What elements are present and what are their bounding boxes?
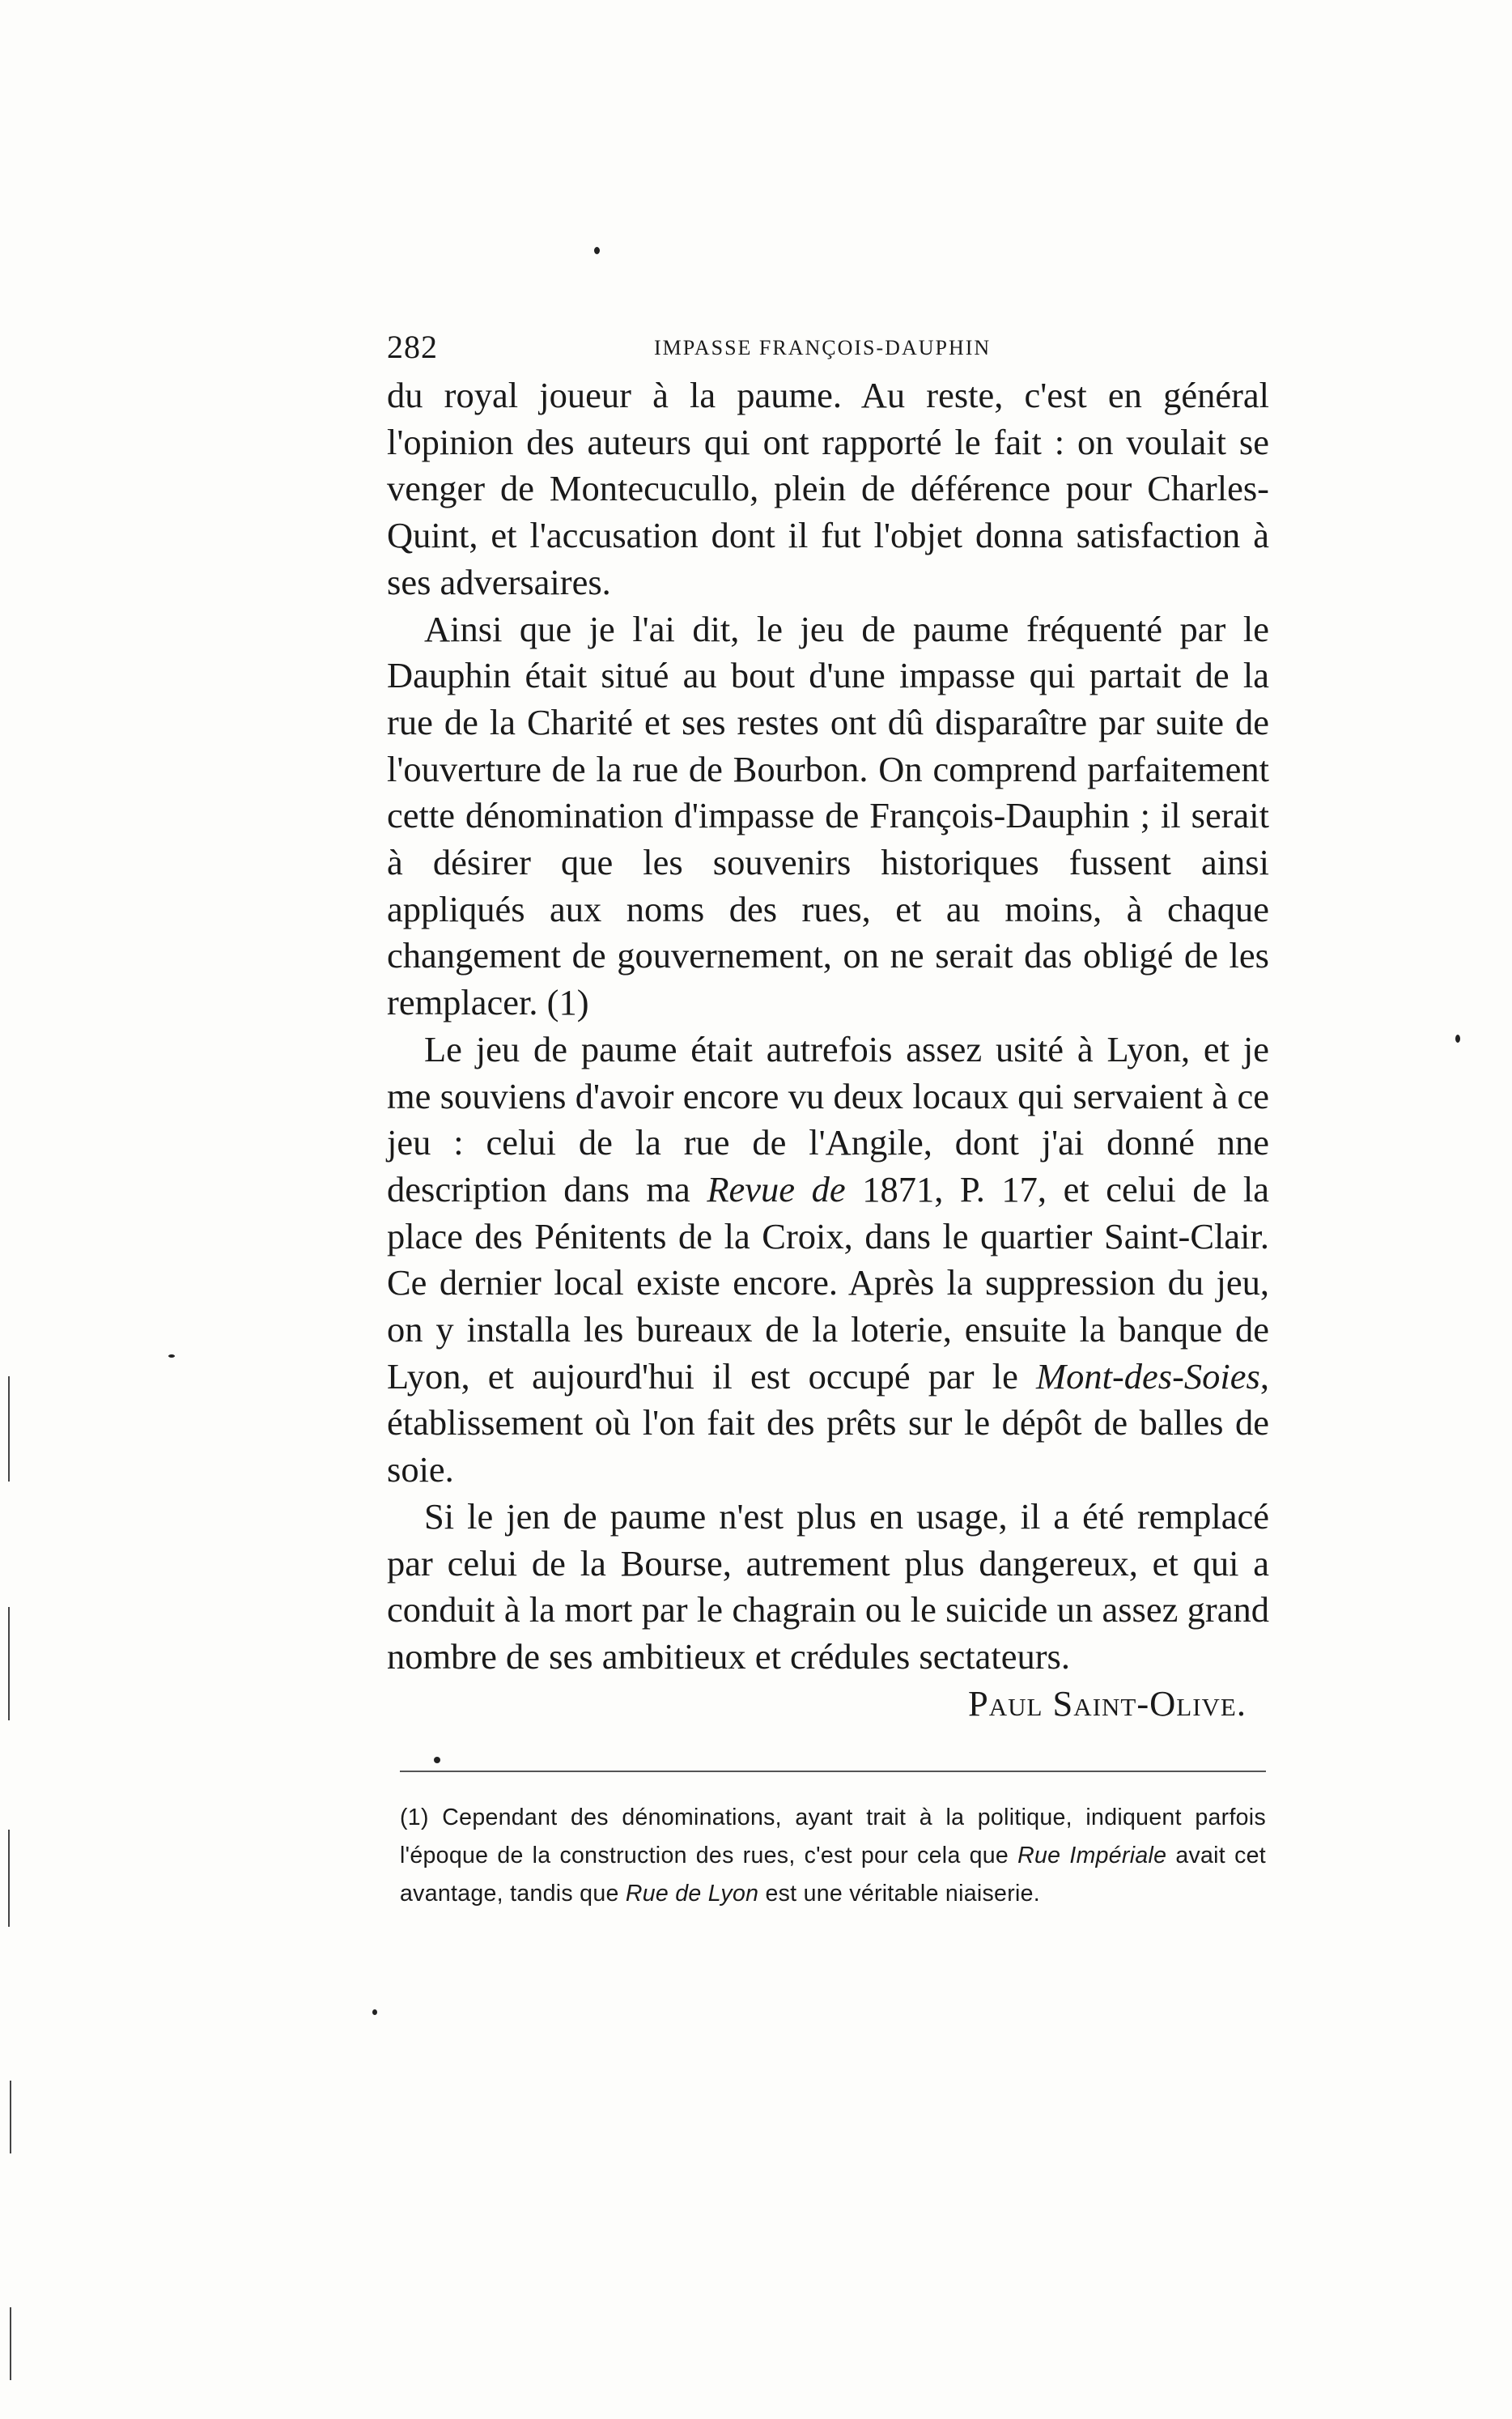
footnote-text-b: avait cet avantage, tandis que <box>400 1843 1266 1907</box>
paragraph-4 <box>387 1494 1269 1724</box>
running-title: IMPASSE FRANÇOIS-DAUPHIN <box>654 336 992 359</box>
scan-speck <box>1455 1035 1460 1043</box>
footnote-italic-rue-de-lyon: Rue de Lyon <box>625 1881 759 1907</box>
main-text <box>387 372 1269 1727</box>
footnote-italic-rue-imperiale: Rue Impériale <box>1017 1843 1167 1868</box>
footnote <box>400 1799 1266 1913</box>
scan-speck <box>168 1354 175 1358</box>
paragraph-3-italic-mont-des-soies: Mont-des-Soies <box>1036 1355 1260 1397</box>
footnote-text-a: (1) Cependant des dénominations, ayant trait à la politique, indiquent parfois l'époque de la construction des rues, c'est pour cela que <box>400 1805 1266 1868</box>
footnote-1 <box>400 1799 1266 1913</box>
footnote-divider <box>400 1771 1266 1772</box>
scan-edge-mark <box>8 1607 10 1720</box>
footnote-text-c: est une véritable niaiserie. <box>758 1881 1040 1907</box>
paragraph-3-italic-revue: Revue de <box>707 1168 846 1210</box>
paragraph-3-text-c: , établissement où l'on fait des prêts sur le dépôt de balles de soie. <box>387 1355 1269 1490</box>
paragraph-1: du royal joueur à la paume. Au reste, c'est en général l'opinion des auteurs qui ont rapporté le fait : on voulait se venger de Montecucullo, plein de déférence pour Charles-Quint, et l'accusation dont il fut l'objet donna satisfaction à ses adversaires. <box>387 375 1269 602</box>
scan-speck <box>372 2009 377 2015</box>
scan-edge-mark <box>8 1830 10 1927</box>
author-signature: Paul Saint-Olive. <box>967 1682 1247 1724</box>
paragraph-2: Ainsi que je l'ai dit, le jeu de paume fréquenté par le Dauphin était situé au bout d'une impasse qui partait de la rue de la Charité et ses restes ont dû disparaître par suite de l'ouverture de la rue de Bourbon. On comprend parfaitement cette dénomination d'impasse de François-Dauphin ; il serait à désirer que les souvenirs historiques fussent ainsi appliqués aux noms des rues, et au moins, à chaque changement de gouvernement, on ne serait das obligé de les remplacer. (1) <box>387 608 1269 1023</box>
page-header <box>387 328 1269 368</box>
scan-speck <box>434 1757 440 1763</box>
paragraph-3-text-a: Le jeu de paume était autrefois assez usité à Lyon, et je me souviens d'avoir encore vu deux locaux qui servaient à ce jeu : celui de la rue de l'Angile, dont j'ai donné nne description dans ma <box>387 1028 1269 1210</box>
scan-edge-mark <box>10 2081 11 2153</box>
paragraph-4-text: Si le jen de paume n'est plus en usage, il a été remplacé par celui de la Bourse, autrement plus dangereux, et qui a conduit à la mort par le chagrain ou le suicide un assez grand nombre de ses ambitieux et crédules sectateurs. <box>387 1495 1269 1677</box>
scan-edge-mark <box>10 2307 11 2380</box>
scan-speck <box>594 247 600 254</box>
scan-edge-mark <box>8 1376 10 1482</box>
paragraph-3-text-b: 1871, P. 17, et celui de la place des Pénitents de la Croix, dans le quartier Saint-Clair. Ce dernier local existe encore. Après la suppression du jeu, on y installa les bureaux de la loterie, ensuite la banque de Lyon, et aujourd'hui il est occupé par le <box>387 1168 1270 1397</box>
page-number: 282 <box>387 329 438 365</box>
paragraph-3 <box>387 1027 1269 1494</box>
